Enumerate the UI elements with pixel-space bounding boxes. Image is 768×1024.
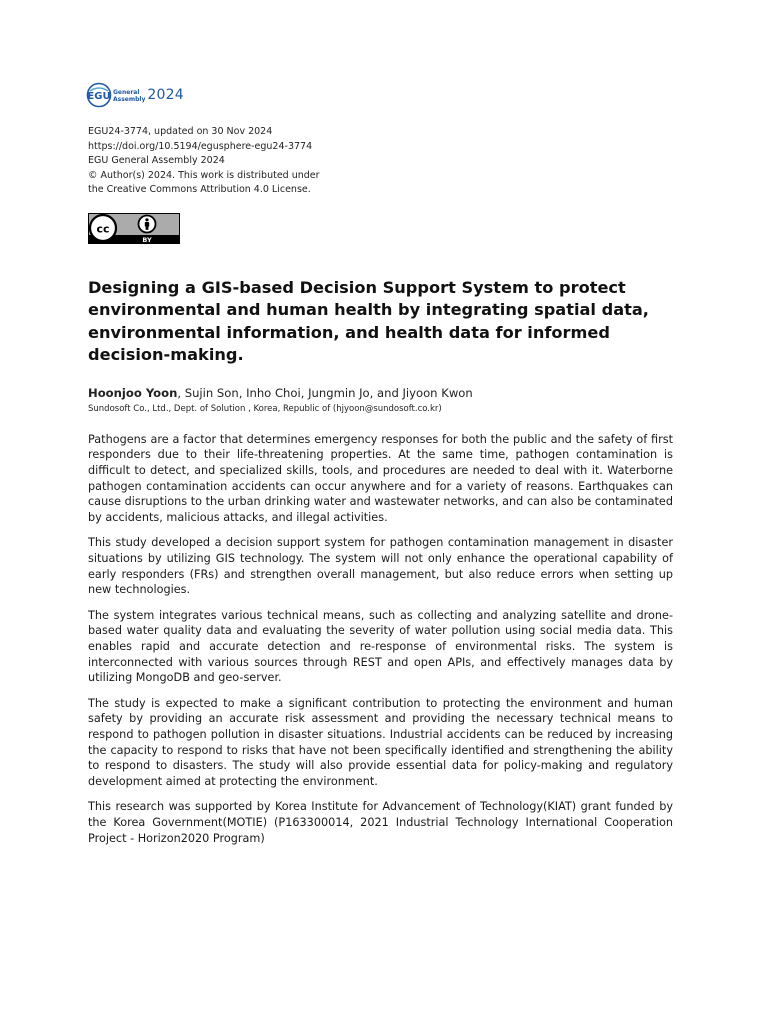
svg-text:cc: cc <box>96 221 110 235</box>
meta-abstract-id: EGU24-3774, updated on 30 Nov 2024 <box>88 126 273 137</box>
egu-logo-icon <box>86 82 112 108</box>
abstract-paragraph: This study developed a decision support system for pathogen contamination management in disaster situations by utilizing GIS technology. The system will not only enhance the operational capability of early responders (FRs) and strengthen overall management, but also reduce errors when setting up new technologies. <box>88 536 673 597</box>
meta-copyright: © Author(s) 2024. This work is distributed under <box>88 169 320 181</box>
cc-by-label: BY <box>142 235 152 244</box>
author-affiliation: Sundosoft Co., Ltd., Dept. of Solution , Korea, Republic of (hjyoon@sundosoft.co.kr) <box>88 403 442 414</box>
abstract-body <box>88 432 673 847</box>
abstract-page <box>88 80 673 856</box>
abstract-paragraph: Pathogens are a factor that determines emergency responses for both the public and the safety of first responders due to their life-threatening properties. At the same time, pathogen contamination is difficult to detect, and specialized skills, tools, and procedures are needed to deal with it. Waterborne pathogen contamination accidents can occur anywhere and for a variety of reasons. Earthquakes can cause disruptions to the urban drinking water and wastewater networks, and can also be contaminated by accidents, malicious attacks, and illegal activities. <box>88 432 673 525</box>
abstract-paragraph: The system integrates various technical means, such as collecting and analyzing satellite and drone-based water quality data and evaluating the severity of water pollution using social media data. This enables rapid and accurate detection and re-response of environmental risks. The system is interconnected with various sources through REST and open APIs, and effectively manages data by utilizing MongoDB and geo-server. <box>88 608 673 685</box>
meta-license: the Creative Commons Attribution 4.0 License. <box>88 184 311 195</box>
acknowledgement-paragraph: This research was supported by Korea Institute for Advancement of Technology(KIAT) grant funded by the Korea Government(MOTIE) (P163300014, 2021 Industrial Technology International Cooperation Project - Horizon2020 Program) <box>88 800 673 845</box>
author-list <box>88 386 673 401</box>
egu-logo <box>86 80 673 110</box>
co-authors: , Sujin Son, Inho Choi, Jungmin Jo, and Jiyoon Kwon <box>177 385 473 400</box>
logo-mark-text: EGU <box>87 91 111 103</box>
abstract-title: Designing a GIS-based Decision Support System to protect environmental and human health by integrating spatial data, environmental information, and health data for informed decision-making. <box>88 277 649 364</box>
logo-line-1: General <box>113 88 140 96</box>
lead-author: Hoonjoo Yoon <box>88 385 178 400</box>
logo-wordmark <box>113 89 145 103</box>
abstract-paragraph: The study is expected to make a significant contribution to protecting the environment and human safety by providing an accurate risk assessment and providing the necessary technical means to respond to pathogen pollution in disaster situations. Industrial accidents can be reduced by increasing the capacity to respond to risks that have not been specifically identified and strengthening the ability to respond to disasters. The study will also provide essential data for policy-making and regulatory development aimed at protecting the environment. <box>88 696 673 789</box>
logo-line-2: Assembly <box>113 95 146 103</box>
logo-year: 2024 <box>147 87 184 103</box>
cc-by-icon[interactable] <box>88 213 180 244</box>
abstract-meta <box>88 125 673 198</box>
meta-doi-link[interactable]: https://doi.org/10.5194/egusphere-egu24-3774 <box>88 140 313 152</box>
meta-conference: EGU General Assembly 2024 <box>88 155 225 166</box>
